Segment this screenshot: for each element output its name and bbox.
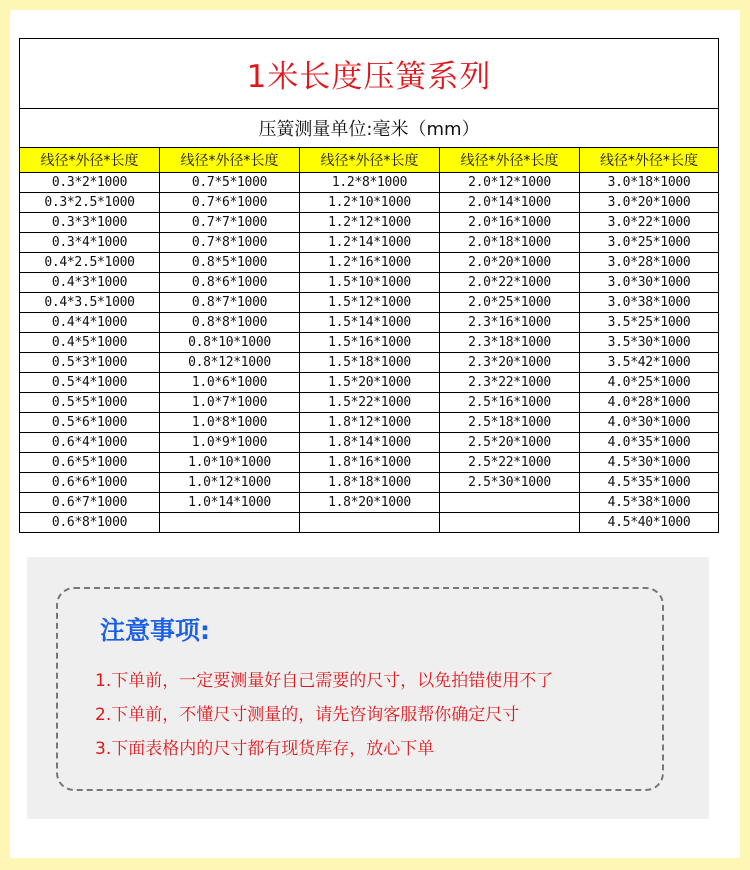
table-cell: 1.5*18*1000 bbox=[300, 353, 440, 373]
table-cell: 0.3*4*1000 bbox=[20, 233, 160, 253]
table-row bbox=[20, 253, 719, 273]
table-row bbox=[20, 433, 719, 453]
table-cell: 4.0*25*1000 bbox=[580, 373, 719, 393]
table-cell: 3.0*22*1000 bbox=[580, 213, 719, 233]
table-row bbox=[20, 173, 719, 193]
table-cell: 1.0*9*1000 bbox=[160, 433, 300, 453]
table-cell: 1.2*10*1000 bbox=[300, 193, 440, 213]
table-cell: 0.8*12*1000 bbox=[160, 353, 300, 373]
table-cell: 2.0*14*1000 bbox=[440, 193, 580, 213]
table-cell: 0.8*5*1000 bbox=[160, 253, 300, 273]
table-cell: 4.5*35*1000 bbox=[580, 473, 719, 493]
table-cell: 3.5*25*1000 bbox=[580, 313, 719, 333]
table-cell bbox=[160, 513, 300, 533]
table-cell: 1.5*12*1000 bbox=[300, 293, 440, 313]
table-cell: 0.7*6*1000 bbox=[160, 193, 300, 213]
table-cell: 0.7*5*1000 bbox=[160, 173, 300, 193]
table-cell: 2.3*22*1000 bbox=[440, 373, 580, 393]
table-cell: 0.8*8*1000 bbox=[160, 313, 300, 333]
table-row bbox=[20, 273, 719, 293]
table-cell: 2.0*20*1000 bbox=[440, 253, 580, 273]
table-cell: 1.2*8*1000 bbox=[300, 173, 440, 193]
column-header: 线径*外径*长度 bbox=[580, 148, 719, 173]
measurement-unit: 压簧测量单位:毫米（mm） bbox=[20, 109, 719, 148]
table-cell: 2.5*22*1000 bbox=[440, 453, 580, 473]
table-cell bbox=[440, 493, 580, 513]
table-cell: 1.0*14*1000 bbox=[160, 493, 300, 513]
table-cell: 3.0*28*1000 bbox=[580, 253, 719, 273]
table-cell: 0.4*3.5*1000 bbox=[20, 293, 160, 313]
table-cell: 2.0*25*1000 bbox=[440, 293, 580, 313]
table-row bbox=[20, 333, 719, 353]
column-header: 线径*外径*长度 bbox=[440, 148, 580, 173]
table-cell: 0.8*7*1000 bbox=[160, 293, 300, 313]
table-cell: 3.0*25*1000 bbox=[580, 233, 719, 253]
table-row bbox=[20, 493, 719, 513]
table-cell: 0.4*2.5*1000 bbox=[20, 253, 160, 273]
table-cell: 4.0*35*1000 bbox=[580, 433, 719, 453]
table-cell: 4.5*40*1000 bbox=[580, 513, 719, 533]
table-cell: 2.0*12*1000 bbox=[440, 173, 580, 193]
table-row bbox=[20, 373, 719, 393]
table-cell: 0.8*10*1000 bbox=[160, 333, 300, 353]
table-row bbox=[20, 293, 719, 313]
table-cell: 0.4*5*1000 bbox=[20, 333, 160, 353]
table-cell: 2.3*18*1000 bbox=[440, 333, 580, 353]
table-row bbox=[20, 393, 719, 413]
column-header: 线径*外径*长度 bbox=[300, 148, 440, 173]
table-cell: 0.4*3*1000 bbox=[20, 273, 160, 293]
table-cell: 1.0*10*1000 bbox=[160, 453, 300, 473]
table-cell: 1.8*14*1000 bbox=[300, 433, 440, 453]
table-cell: 3.5*42*1000 bbox=[580, 353, 719, 373]
table-cell: 3.5*30*1000 bbox=[580, 333, 719, 353]
header-row bbox=[20, 148, 719, 173]
notes-title: 注意事项: bbox=[100, 616, 210, 645]
table-cell: 1.8*16*1000 bbox=[300, 453, 440, 473]
table-cell: 1.8*18*1000 bbox=[300, 473, 440, 493]
table-cell: 0.6*6*1000 bbox=[20, 473, 160, 493]
column-header: 线径*外径*长度 bbox=[160, 148, 300, 173]
table-cell: 0.3*2.5*1000 bbox=[20, 193, 160, 213]
table-row bbox=[20, 473, 719, 493]
spring-spec-table bbox=[19, 38, 719, 533]
table-row bbox=[20, 193, 719, 213]
table-row bbox=[20, 453, 719, 473]
table-cell: 1.2*14*1000 bbox=[300, 233, 440, 253]
table-row bbox=[20, 513, 719, 533]
table-cell: 0.6*7*1000 bbox=[20, 493, 160, 513]
table-cell bbox=[440, 513, 580, 533]
table-cell: 1.2*12*1000 bbox=[300, 213, 440, 233]
table-cell: 4.5*38*1000 bbox=[580, 493, 719, 513]
table-cell: 2.5*16*1000 bbox=[440, 393, 580, 413]
table-cell bbox=[300, 513, 440, 533]
table-cell: 4.5*30*1000 bbox=[580, 453, 719, 473]
table-row bbox=[20, 233, 719, 253]
table-cell: 1.0*12*1000 bbox=[160, 473, 300, 493]
note-line-1: 1.下单前，一定要测量好自己需要的尺寸，以免拍错使用不了 bbox=[95, 671, 554, 691]
table-cell: 0.5*5*1000 bbox=[20, 393, 160, 413]
table-cell: 2.5*30*1000 bbox=[440, 473, 580, 493]
table-cell: 3.0*18*1000 bbox=[580, 173, 719, 193]
table-cell: 3.0*20*1000 bbox=[580, 193, 719, 213]
table-cell: 1.5*16*1000 bbox=[300, 333, 440, 353]
table-cell: 4.0*28*1000 bbox=[580, 393, 719, 413]
table-cell: 1.5*10*1000 bbox=[300, 273, 440, 293]
note-line-2: 2.下单前，不懂尺寸测量的，请先咨询客服帮你确定尺寸 bbox=[95, 705, 520, 725]
table-cell: 2.0*16*1000 bbox=[440, 213, 580, 233]
table-cell: 1.8*12*1000 bbox=[300, 413, 440, 433]
table-cell: 0.3*3*1000 bbox=[20, 213, 160, 233]
note-line-3: 3.下面表格内的尺寸都有现货库存，放心下单 bbox=[95, 739, 435, 759]
column-header: 线径*外径*长度 bbox=[20, 148, 160, 173]
table-cell: 4.0*30*1000 bbox=[580, 413, 719, 433]
table-cell: 1.5*14*1000 bbox=[300, 313, 440, 333]
table-cell: 0.6*8*1000 bbox=[20, 513, 160, 533]
table-cell: 3.0*38*1000 bbox=[580, 293, 719, 313]
table-cell: 0.3*2*1000 bbox=[20, 173, 160, 193]
table-cell: 1.2*16*1000 bbox=[300, 253, 440, 273]
table-title: 1米长度压簧系列 bbox=[20, 39, 719, 109]
table-cell: 0.5*3*1000 bbox=[20, 353, 160, 373]
table-cell: 0.5*6*1000 bbox=[20, 413, 160, 433]
table-cell: 1.5*20*1000 bbox=[300, 373, 440, 393]
table-row bbox=[20, 313, 719, 333]
table-cell: 0.8*6*1000 bbox=[160, 273, 300, 293]
notes-box bbox=[56, 587, 664, 791]
table-row bbox=[20, 353, 719, 373]
table-cell: 1.5*22*1000 bbox=[300, 393, 440, 413]
table-cell: 2.3*16*1000 bbox=[440, 313, 580, 333]
table-row bbox=[20, 413, 719, 433]
table-cell: 2.0*22*1000 bbox=[440, 273, 580, 293]
table-cell: 2.3*20*1000 bbox=[440, 353, 580, 373]
table-cell: 0.4*4*1000 bbox=[20, 313, 160, 333]
table-cell: 1.0*7*1000 bbox=[160, 393, 300, 413]
table-cell: 0.5*4*1000 bbox=[20, 373, 160, 393]
table-cell: 0.7*7*1000 bbox=[160, 213, 300, 233]
table-cell: 3.0*30*1000 bbox=[580, 273, 719, 293]
table-cell: 2.0*18*1000 bbox=[440, 233, 580, 253]
table-cell: 2.5*18*1000 bbox=[440, 413, 580, 433]
table-cell: 0.6*4*1000 bbox=[20, 433, 160, 453]
table-cell: 0.7*8*1000 bbox=[160, 233, 300, 253]
table-cell: 1.0*8*1000 bbox=[160, 413, 300, 433]
table-row bbox=[20, 213, 719, 233]
table-cell: 2.5*20*1000 bbox=[440, 433, 580, 453]
table-cell: 1.8*20*1000 bbox=[300, 493, 440, 513]
table-cell: 0.6*5*1000 bbox=[20, 453, 160, 473]
table-cell: 1.0*6*1000 bbox=[160, 373, 300, 393]
